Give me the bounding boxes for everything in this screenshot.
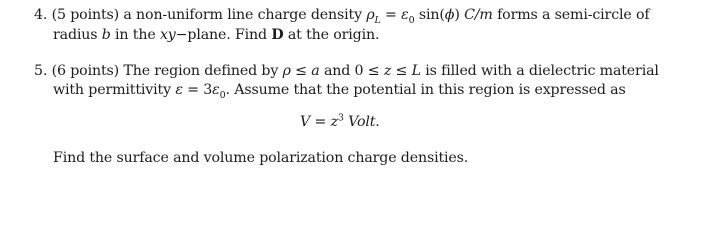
text: in the	[110, 27, 160, 43]
text: forms a semi-circle of	[492, 7, 650, 23]
L-symbol: L	[411, 63, 421, 79]
problem-5-line-1	[34, 63, 659, 80]
epsilon-symbol: ε	[212, 82, 220, 98]
problem-4-line-1	[34, 7, 649, 24]
text: = 3	[182, 82, 213, 98]
problem-number: 5.	[34, 63, 48, 79]
epsilon-symbol: ε	[175, 82, 183, 98]
exponent: 3	[337, 112, 344, 124]
problem-5-line-2	[53, 82, 626, 99]
a-symbol: a	[311, 63, 320, 79]
text: with permittivity	[53, 82, 176, 98]
plane-symbol: xy	[159, 27, 176, 43]
radius-symbol: b	[101, 27, 111, 43]
z-symbol: z	[330, 114, 338, 130]
sin-text: sin(	[414, 7, 445, 23]
problem-4-line-2	[53, 27, 379, 44]
D-vector: D	[271, 27, 284, 43]
equals: =	[380, 7, 402, 23]
close-paren: )	[454, 7, 465, 23]
rho-subscript: L	[374, 14, 381, 26]
problem-points: (5 points)	[51, 7, 120, 23]
text: at the origin.	[283, 27, 380, 43]
unit: Volt.	[343, 114, 380, 130]
epsilon-subscript: 0	[219, 89, 226, 101]
text: a non-uniform line charge density	[123, 7, 367, 23]
problem-points: (6 points)	[51, 63, 120, 79]
potential-equation	[300, 114, 380, 131]
phi-symbol: ϕ	[444, 7, 455, 23]
text: −plane. Find	[175, 27, 272, 43]
le: ≤	[391, 63, 412, 79]
epsilon-subscript: 0	[408, 14, 415, 26]
epsilon-symbol: ε	[401, 7, 409, 23]
text: . Assume that the potential in this region is expressed as	[225, 82, 626, 98]
rho-symbol: ρ	[282, 63, 291, 79]
text: and 0 ≤	[319, 63, 384, 79]
problem-5-line-3	[53, 150, 468, 167]
text: radius	[53, 27, 102, 43]
z-symbol: z	[383, 63, 392, 79]
equals: =	[310, 114, 331, 130]
problem-number: 4.	[34, 7, 48, 23]
V-symbol: V	[300, 114, 311, 130]
unit: C/m	[464, 7, 493, 23]
rho-symbol: ρ	[366, 7, 375, 23]
le: ≤	[290, 63, 312, 79]
text: Find the surface and volume polarization charge densities.	[53, 150, 469, 166]
text: The region defined by	[123, 63, 283, 79]
text: is filled with a dielectric material	[420, 63, 659, 79]
